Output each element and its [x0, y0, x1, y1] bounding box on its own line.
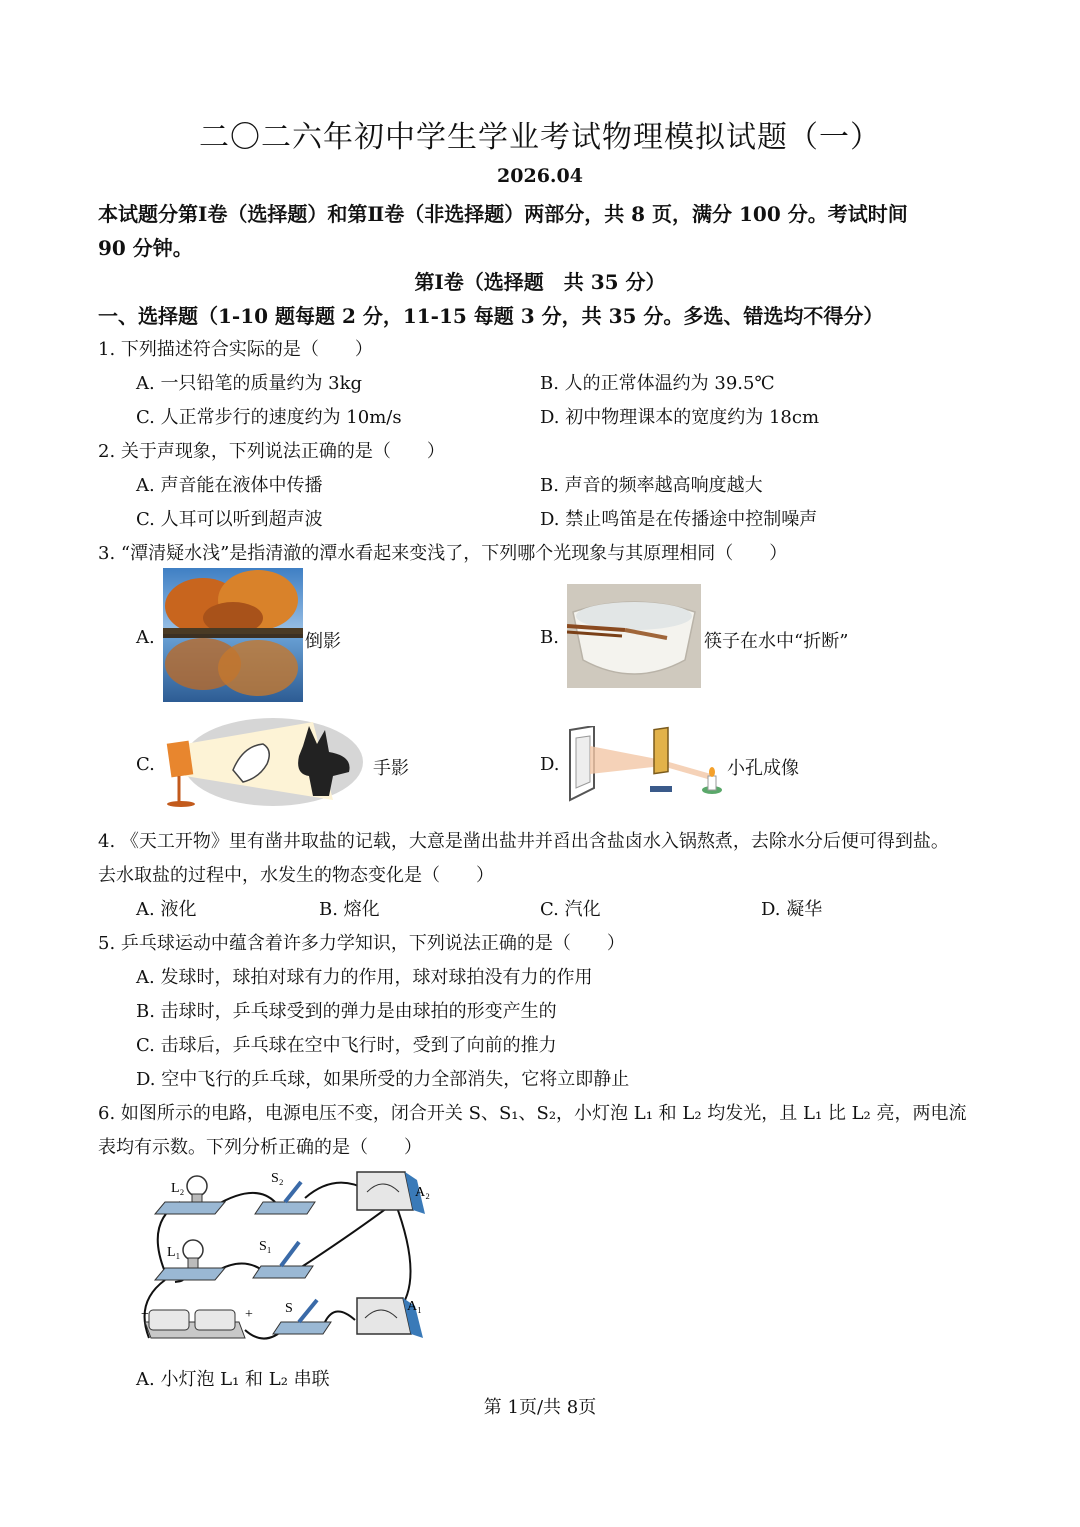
- label-a2: A₂: [415, 1185, 430, 1200]
- q2-option-d: D. 禁止鸣笛是在传播途中控制噪声: [540, 509, 818, 530]
- label-s2: S₂: [271, 1171, 284, 1186]
- q2-stem: 2. 关于声现象，下列说法正确的是（ ）: [98, 441, 445, 462]
- label-a1: A₁: [407, 1299, 422, 1314]
- hand-shadow-illustration: [163, 716, 363, 808]
- pinhole-camera-illustration: [566, 726, 726, 802]
- q6-option-a: A. 小灯泡 L₁ 和 L₂ 串联: [136, 1369, 330, 1390]
- q1-stem: 1. 下列描述符合实际的是（ ）: [98, 339, 373, 360]
- q5-stem: 5. 乒乓球运动中蕴含着许多力学知识，下列说法正确的是（ ）: [98, 933, 625, 954]
- battery-icon: [145, 1310, 245, 1338]
- q5-option-b: B. 击球时，乒乓球受到的弹力是由球拍的形变产生的: [136, 1001, 557, 1022]
- q3-option-a-caption: 倒影: [305, 631, 341, 652]
- q1-option-d: D. 初中物理课本的宽度约为 18cm: [540, 407, 820, 428]
- q2-option-c: C. 人耳可以听到超声波: [136, 509, 323, 530]
- q3-option-d-caption: 小孔成像: [727, 758, 799, 779]
- q3-option-b-caption: 筷子在水中“折断”: [704, 631, 849, 652]
- label-plus: +: [245, 1307, 253, 1322]
- q3-option-d-letter: D.: [540, 754, 560, 775]
- label-minus: −: [141, 1307, 149, 1322]
- q3-option-c-caption: 手影: [373, 758, 409, 779]
- page-footer: 第 1页/共 8页: [483, 1397, 597, 1418]
- q4-option-a: A. 液化: [136, 899, 197, 920]
- bulb-l1-icon: [155, 1240, 225, 1280]
- q3-option-c-letter: C.: [136, 754, 155, 775]
- chopstick-bowl-photo: [567, 584, 701, 688]
- q6-stem-line1: 6. 如图所示的电路，电源电压不变，闭合开关 S、S₁、S₂，小灯泡 L₁ 和 L₂ 均发光，且 L₁ 比 L₂ 亮，两电流: [98, 1103, 967, 1124]
- bulb-l2-icon: [155, 1176, 225, 1214]
- q3-option-a-letter: A.: [136, 627, 155, 648]
- q2-option-b: B. 声音的频率越高响度越大: [540, 475, 763, 496]
- q4-stem-line2: 去水取盐的过程中，水发生的物态变化是（ ）: [98, 865, 494, 886]
- q4-option-d: D. 凝华: [761, 899, 823, 920]
- q1-option-c: C. 人正常步行的速度约为 10m/s: [136, 407, 402, 428]
- q3-stem: 3. “潭清疑水浅”是指清澈的潭水看起来变浅了，下列哪个光现象与其原理相同（ ）: [98, 543, 788, 564]
- exam-intro-line1: 本试题分第Ⅰ卷（选择题）和第Ⅱ卷（非选择题）两部分，共 8 页，满分 100 分。考试时间: [98, 202, 908, 226]
- exam-title: 二〇二六年初中学生学业考试物理模拟试题（一）: [199, 120, 881, 155]
- reflection-photo: [163, 568, 303, 702]
- q1-option-a: A. 一只铅笔的质量约为 3kg: [136, 373, 363, 394]
- label-l1: L₁: [167, 1245, 181, 1260]
- q1-option-b: B. 人的正常体温约为 39.5℃: [540, 373, 775, 394]
- label-s1: S₁: [259, 1239, 272, 1254]
- q5-option-a: A. 发球时，球拍对球有力的作用，球对球拍没有力的作用: [136, 967, 593, 988]
- q3-option-b-letter: B.: [540, 627, 559, 648]
- q2-option-a: A. 声音能在液体中传播: [136, 475, 323, 496]
- label-s: S: [285, 1301, 293, 1316]
- q5-option-d: D. 空中飞行的乒乓球，如果所受的力全部消失，它将立即静止: [136, 1069, 630, 1090]
- q4-stem-line1: 4. 《天工开物》里有凿井取盐的记载，大意是凿出盐井并舀出含盐卤水入锅熬煮，去除水分后便可得到盐。: [98, 831, 949, 852]
- switch-s-icon: [273, 1300, 331, 1334]
- q6-stem-line2: 表均有示数。下列分析正确的是（ ）: [98, 1137, 422, 1158]
- label-l2: L₂: [171, 1181, 185, 1196]
- circuit-diagram: [135, 1162, 445, 1354]
- q4-option-b: B. 熔化: [319, 899, 380, 920]
- exam-intro-line2: 90 分钟。: [98, 236, 193, 260]
- part-title: 第Ⅰ卷（选择题 共 35 分）: [414, 270, 666, 294]
- section-title: 一、选择题（1-10 题每题 2 分，11-15 每题 3 分，共 35 分。多选、错选均不得分）: [98, 304, 884, 328]
- q4-option-c: C. 汽化: [540, 899, 601, 920]
- exam-date: 2026.04: [497, 165, 583, 187]
- q5-option-c: C. 击球后，乒乓球在空中飞行时，受到了向前的推力: [136, 1035, 557, 1056]
